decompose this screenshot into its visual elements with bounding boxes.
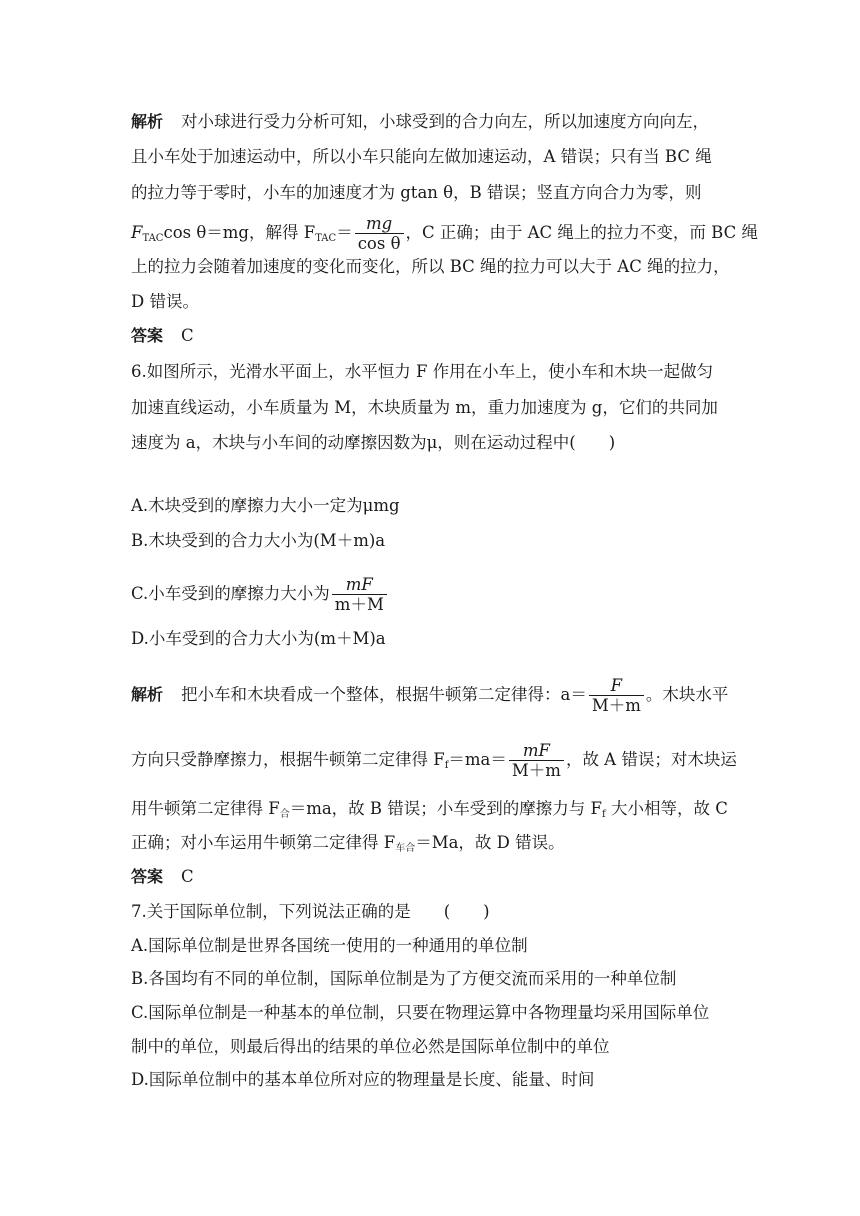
answer-value: C	[181, 326, 194, 345]
analysis5-line4: $F_{TAC}\cos$ θ＝mg，解得 $F_{TAC}=$ $\frac{mg}{\text{cos θ}}$ ，C 正确；由于 AC 绳上的拉力不变，而 BC 绳	[131, 214, 758, 253]
analysis5-line6: D 错误。	[131, 292, 199, 311]
q6-stem-line1: 6.如图所示，光滑水平面上，水平恒力 F 作用在小车上，使小车和木块一起做匀	[131, 362, 714, 381]
fraction-mf-over-mass: $\frac{mF}{M+m}$	[509, 741, 564, 780]
analysis6-line4: 正确；对小车运用牛顿第二定律得 $F_{车合}=Ma$，故 D 错误。	[131, 833, 565, 854]
q6-stem-line2: 加速直线运动，小车质量为 M，木块质量为 m，重力加速度为 g，它们的共同加	[131, 398, 718, 417]
analysis6-line1: 解析 把小车和木块看成一个整体，根据牛顿第二定律得：a＝ $\frac{F}{M+m}$ 。木块水平	[131, 676, 729, 715]
q7-option-b: B.各国均有不同的单位制，国际单位制是为了方便交流而采用的一种单位制	[131, 969, 677, 988]
answer-label: 答案	[131, 867, 164, 886]
fraction-mg-cos: $\frac{mg}{\text{cos θ}}$	[355, 214, 404, 253]
q6-stem-line3: 速度为 a，木块与小车间的动摩擦因数为μ，则在运动过程中( )	[131, 433, 616, 452]
answer5	[131, 325, 194, 347]
analysis-label: 解析	[131, 685, 164, 704]
q7-stem: 7.关于国际单位制，下列说法正确的是 ( )	[131, 902, 490, 921]
analysis5-line5: 上的拉力会随着加速度的变化而变化，所以 BC 绳的拉力可以大于 AC 绳的拉力，	[131, 257, 730, 276]
answer-label: 答案	[131, 326, 164, 345]
analysis-label: 解析	[131, 112, 164, 131]
analysis6-line3: 用牛顿第二定律得 $F_合=ma$，故 B 错误；小车受到的摩擦力与 $F_f$ 大小相等，故 C	[131, 799, 728, 820]
q7-option-a: A.国际单位制是世界各国统一使用的一种通用的单位制	[131, 936, 528, 955]
q6-option-b: B.木块受到的合力大小为(M＋m)a	[131, 531, 386, 550]
answer6	[131, 866, 194, 888]
q7-option-c-line1: C.国际单位制是一种基本的单位制，只要在物理运算中各物理量均采用国际单位	[131, 1003, 710, 1022]
q7-option-d: D.国际单位制中的基本单位所对应的物理量是长度、能量、时间	[131, 1070, 595, 1089]
analysis5-line3: 的拉力等于零时，小车的加速度才为 gtan θ，B 错误；竖直方向合力为零，则	[131, 183, 702, 202]
analysis5-line2: 且小车处于加速运动中，所以小车只能向左做加速运动，A 错误；只有当 BC 绳	[131, 147, 712, 166]
analysis6-line2: 方向只受静摩擦力，根据牛顿第二定律得 $F_f=ma=$ $\frac{mF}{M+m}$ ，故 A 错误；对木块运	[131, 741, 737, 780]
fraction-mf: $\frac{mF}{m+M}$	[332, 575, 387, 614]
q6-option-d: D.小车受到的合力大小为(m＋M)a	[131, 629, 386, 648]
fraction-f-over-mass: $\frac{F}{M+m}$	[589, 676, 644, 715]
q6-option-a: A.木块受到的摩擦力大小一定为μmg	[131, 496, 400, 515]
analysis5-line1: 解析 对小球进行受力分析可知，小球受到的合力向左，所以加速度方向向左，	[131, 112, 710, 131]
answer-value: C	[181, 867, 194, 886]
q6-option-c: C.小车受到的摩擦力大小为 $\frac{mF}{m+M}$	[131, 575, 389, 614]
q7-option-c-line2: 制中的单位，则最后得出的结果的单位必然是国际单位制中的单位	[131, 1037, 610, 1056]
